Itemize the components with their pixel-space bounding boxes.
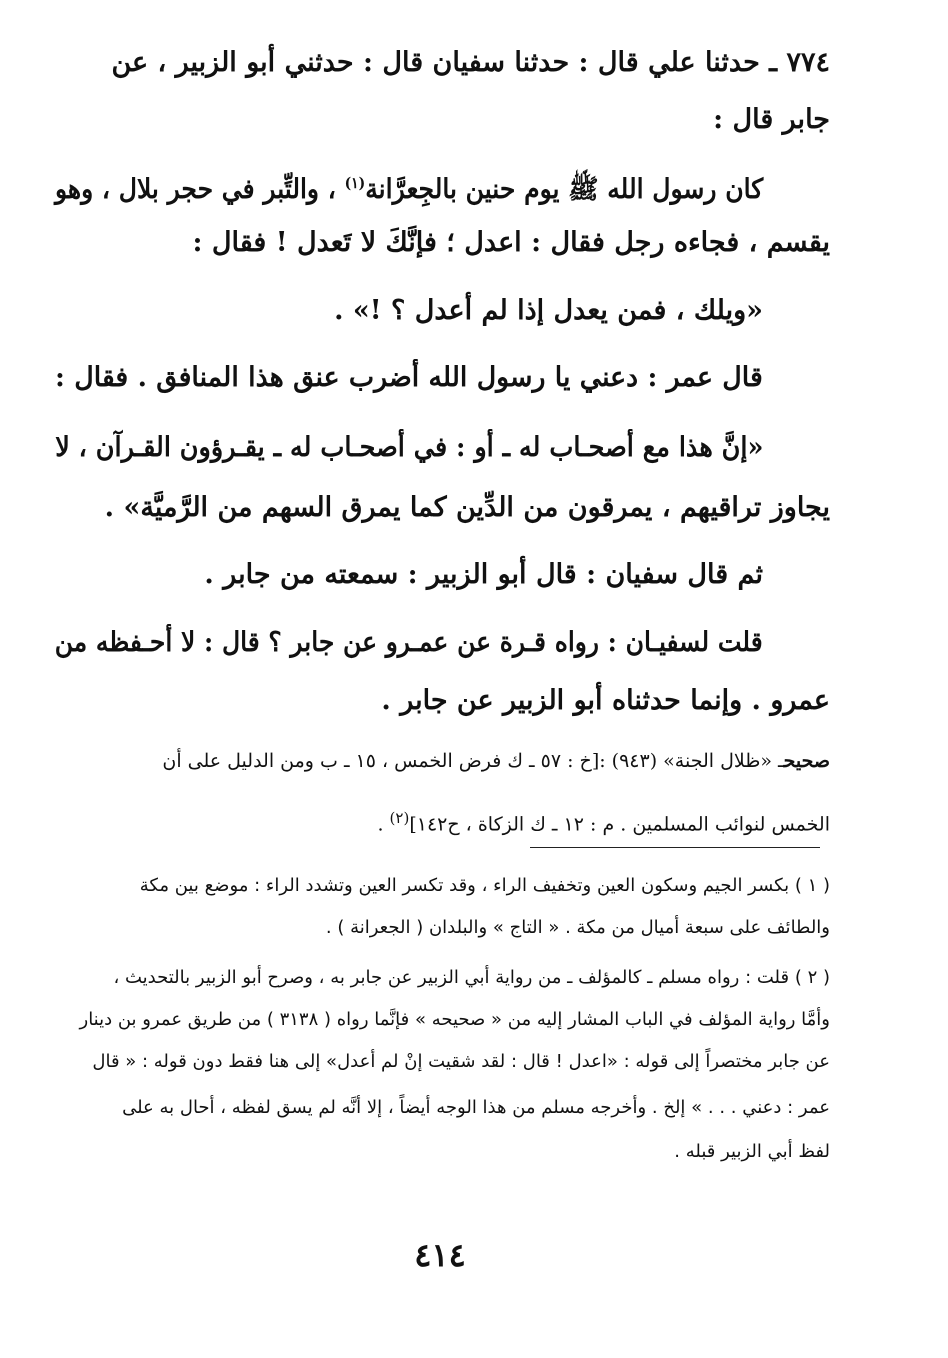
hadith-text: قال عمر : دعني يا رسول الله أضرب عنق هذا المنافق . فقال :: [55, 362, 763, 393]
hadith-text: يقسم ، فجاءه رجل فقال : اعدل ؛ فإنَّكَ لا تَعدل ! فقال :: [192, 227, 830, 258]
hadith-text: عمرو . وإنما حدثناه أبو الزبير عن جابر .: [381, 685, 830, 716]
footnote-text: والطائف على سبعة أميال من مكة . « التاج » والبلدان ( الجعرانة ) .: [325, 917, 830, 938]
footnote-2-line-5: [674, 1136, 830, 1168]
grading-line-1: [162, 743, 830, 779]
hadith-line-5: [334, 288, 763, 334]
grading-text: ـ «ظلال الجنة» (٩٤٣) :[خ : ٥٧ ـ ك فرض الخمس ، ١٥ ـ ب ومن الدليل على أن: [162, 750, 784, 772]
footnote-text: عمر : دعني . . . » إلخ . وأخرجه مسلم من هذا الوجه أيضاً ، إلا أنَّه لم يسق لفظه ، أحال به على: [122, 1097, 830, 1118]
footnote-2-line-1: [113, 962, 830, 994]
hadith-line-8: [105, 485, 830, 531]
footnote-reference[interactable]: (٢): [389, 809, 410, 827]
footnote-text: ( ٢ ) قلت : رواه مسلم ـ كالمؤلف ـ من رواية أبي الزبير عن جابر به ، وصرح أبو الزبير بالتحديث ،: [113, 967, 830, 988]
prophet-quote: يجاوز تراقيهم ، يمرقون من الدِّين كما يمرق السهم من الرَّميَّة» .: [104, 492, 830, 523]
grading-text: .: [377, 813, 384, 836]
hadith-line-4: [193, 220, 830, 266]
page-number: ٤١٤: [414, 1236, 466, 1274]
footnote-1-line-1: [140, 870, 830, 902]
footnote-text: لفظ أبي الزبير قبله .: [674, 1141, 830, 1162]
footnote-text: وأمَّا رواية المؤلف في الباب المشار إليه من « صحيحه » فإنَّما رواه ( ٣١٣٨ ) من طريق عمرو بن دينار: [79, 1009, 830, 1030]
grading-line-2: [377, 800, 830, 836]
prophet-quote: «ويلك ، فمن يعدل إذا لم أعدل ؟ !» .: [334, 295, 763, 326]
hadith-text: ثم قال سفيان : قال أبو الزبير : سمعته من جابر .: [204, 559, 763, 590]
hadith-line-3: [55, 160, 763, 206]
footnote-text: عن جابر مختصراً إلى قوله : «اعدل ! قال : لقد شقيت إنْ لم أعدل» إلى هنا فقط دون قوله : « قال: [92, 1051, 830, 1072]
footnote-1-line-2: [326, 912, 830, 944]
hadith-text: ، والتِّبر في حجر بلال ، وهو: [54, 174, 336, 205]
hadith-text: كان رسول الله ﷺ يوم حنين بالجِعرَّانة: [365, 174, 763, 205]
hadith-line-2: [713, 97, 830, 143]
footnote-separator: [530, 847, 820, 848]
grading-text: الخمس لنوائب المسلمين . م : ١٢ ـ ك الزكاة ، ح١٤٢]: [409, 813, 830, 836]
hadith-line-9: [204, 552, 763, 598]
hadith-line-11: [381, 678, 830, 724]
hadith-text: ٧٧٤ ـ حدثنا علي قال : حدثنا سفيان قال : حدثني أبو الزبير ، عن: [111, 47, 830, 78]
footnote-reference[interactable]: (١): [344, 174, 366, 192]
hadith-line-1: [111, 40, 830, 86]
hadith-text: قلت لسفيـان : رواه قـرة عن عمـرو عن جابر ؟ قال : لا أحـفظه من: [55, 627, 763, 658]
grading-label: صحيح: [783, 750, 830, 772]
prophet-quote: «إنَّ هذا مع أصحـاب له ـ أو : في أصحـاب له ـ يقـرؤون القـرآن ، لا: [54, 432, 763, 463]
hadith-line-7: [55, 425, 763, 471]
hadith-line-10: [55, 620, 763, 666]
footnote-2-line-2: [80, 1004, 831, 1036]
hadith-text: جابر قال :: [713, 104, 830, 135]
footnote-2-line-4: [122, 1092, 830, 1124]
footnote-2-line-3: [92, 1046, 830, 1078]
footnote-text: ( ١ ) بكسر الجيم وسكون العين وتخفيف الراء ، وقد تكسر العين وتشدد الراء : موضع بين مكة: [139, 875, 830, 896]
hadith-line-6: [55, 355, 763, 401]
